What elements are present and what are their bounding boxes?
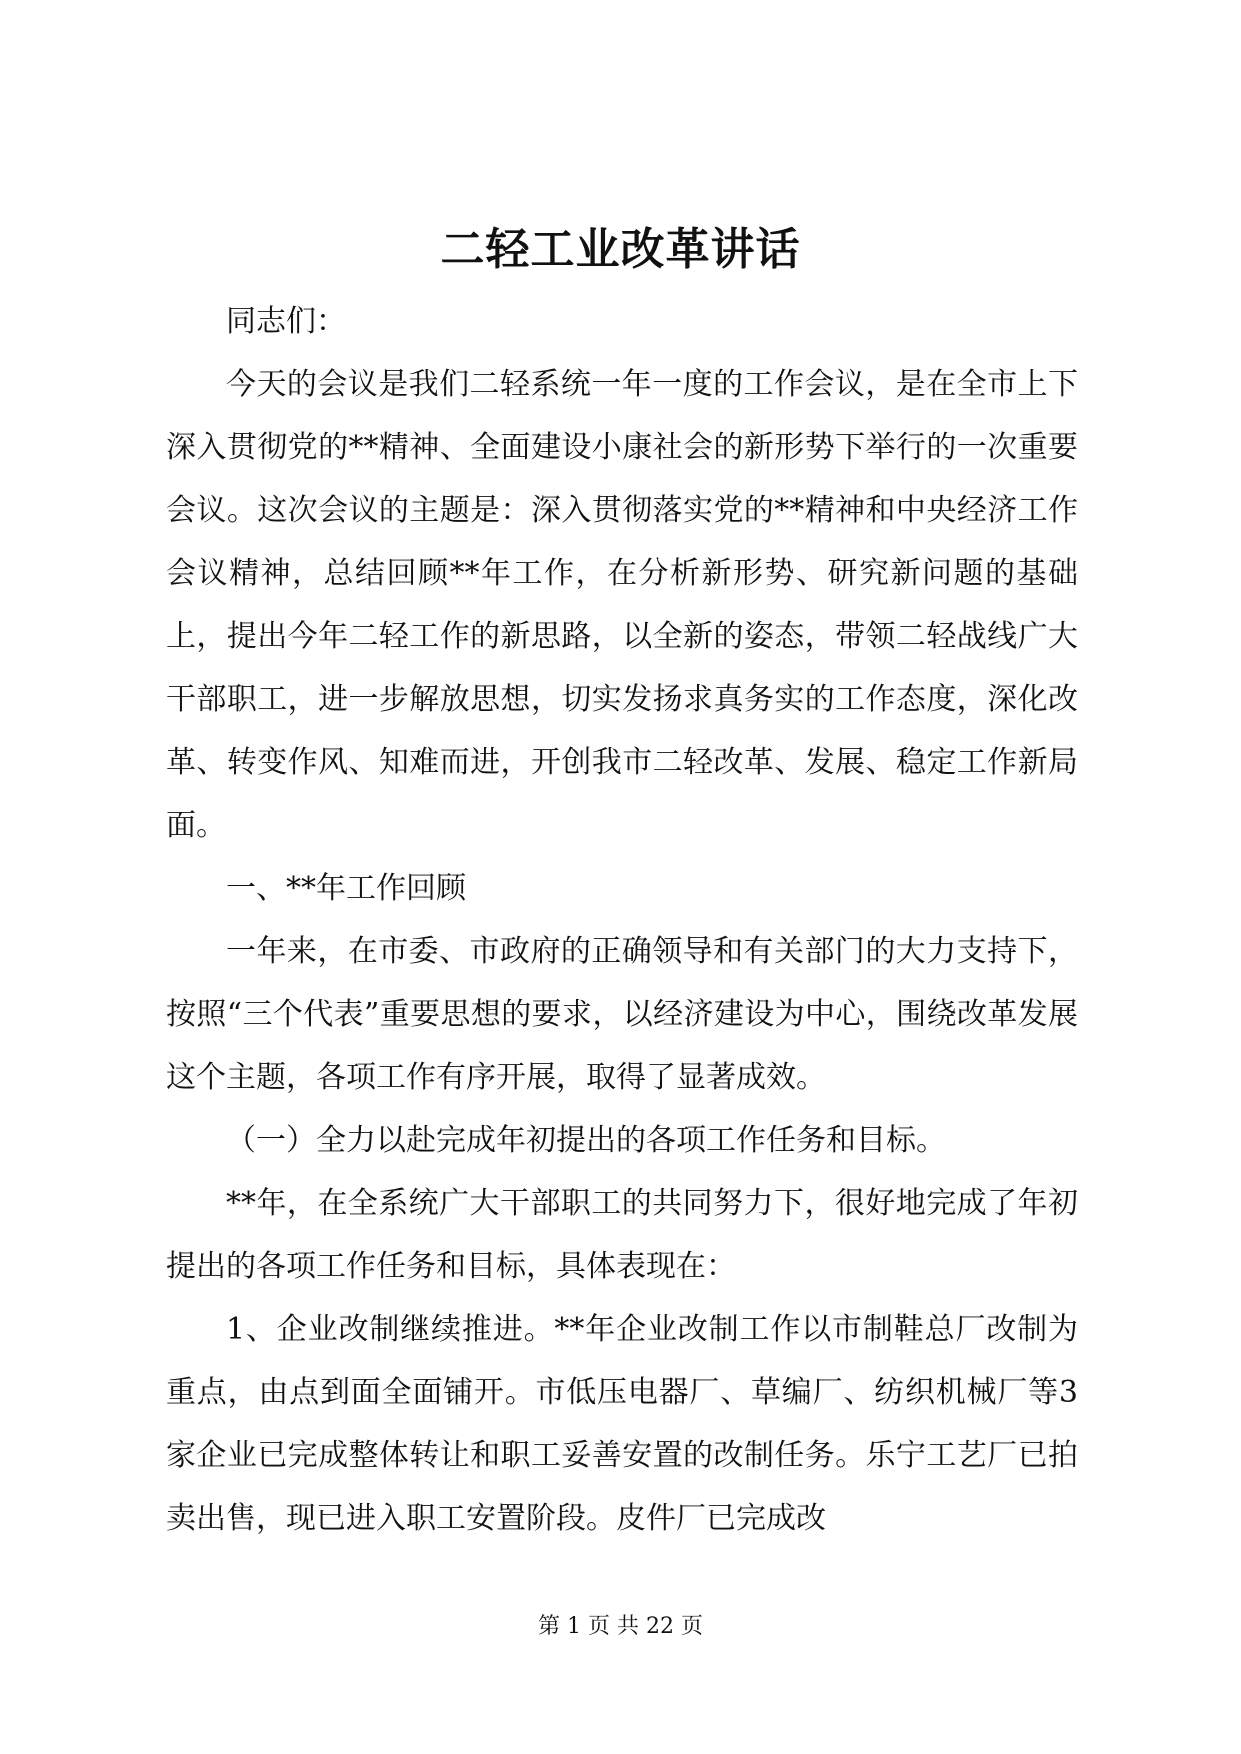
paragraph-tasks: **年，在全系统广大干部职工的共同努力下，很好地完成了年初提出的各项工作任务和目标，具体表现在： [166, 1186, 1078, 1284]
paragraph-reform-item-1: 1、企业改制继续推进。**年企业改制工作以市制鞋总厂改制为重点，由点到面全面铺开。市低压电器厂、草编厂、纺织机械厂等3家企业已完成整体转让和职工妥善安置的改制任务。乐宁工艺厂已拍卖出售，现已进入职工安置阶段。皮件厂已完成改 [166, 1312, 1078, 1536]
document-title: 二轻工业改革讲话 [440, 224, 801, 275]
section-heading-review: 一、**年工作回顾 [226, 871, 466, 906]
document-body [166, 290, 1078, 1550]
paragraph-review-summary: 一年来，在市委、市政府的正确领导和有关部门的大力支持下，按照“三个代表”重要思想的要求，以经济建设为中心，围绕改革发展这个主题，各项工作有序开展，取得了显著成效。 [166, 934, 1078, 1095]
paragraph-intro: 今天的会议是我们二轻系统一年一度的工作会议，是在全市上下深入贯彻党的**精神、全面建设小康社会的新形势下举行的一次重要会议。这次会议的主题是：深入贯彻落实党的**精神和中央经济工作会议精神，总结回顾**年工作，在分析新形势、研究新问题的基础上，提出今年二轻工作的新思路，以全新的姿态，带领二轻战线广大干部职工，进一步解放思想，切实发扬求真务实的工作态度，深化改革、转变作风、知难而进，开创我市二轻改革、发展、稳定工作新局面。 [166, 367, 1078, 843]
subsection-heading-tasks: （一）全力以赴完成年初提出的各项工作任务和目标。 [226, 1123, 946, 1158]
paragraph-salutation: 同志们： [226, 304, 346, 339]
page-number-footer: 第 1 页 共 22 页 [538, 1614, 703, 1639]
